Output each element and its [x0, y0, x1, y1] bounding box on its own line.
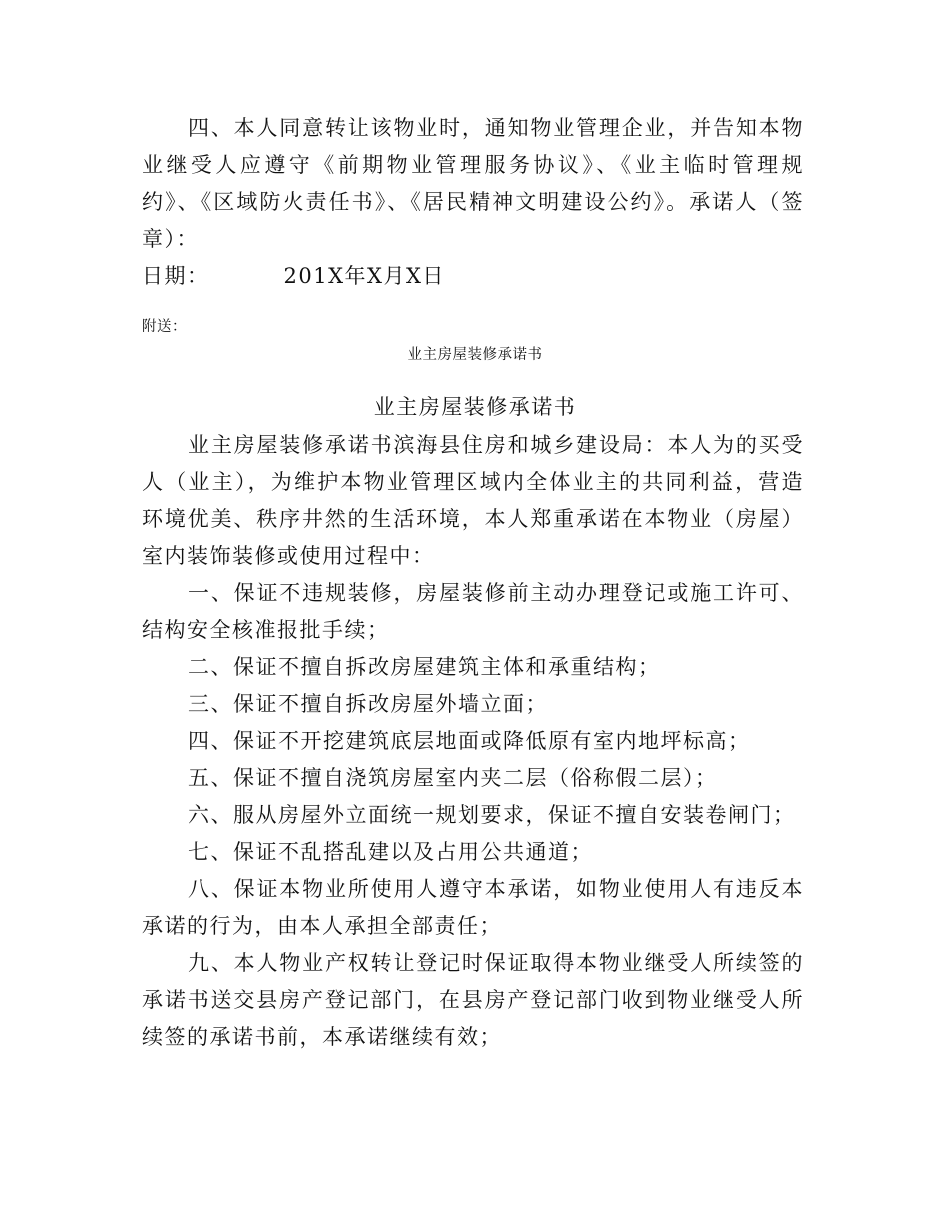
- commitment-item: 二、保证不擅自拆改房屋建筑主体和承重结构；: [188, 655, 661, 679]
- commitment-item: 八、保证本物业所使用人遵守本承诺，如物业使用人有违反本承诺的行为，由本人承担全部责任；: [142, 877, 804, 938]
- date-label: 日期：: [142, 264, 210, 288]
- document-intro: 业主房屋装修承诺书滨海县住房和城乡建设局：本人为的买受人（业主），为维护本物业管理区域内全体业主的共同利益，营造环境优美、秩序井然的生活环境，本人郑重承诺在本物业（房屋）室内装饰装修或使用过程中：: [142, 433, 804, 568]
- date-value: 201X年X月X日: [283, 264, 445, 288]
- commitment-item: 七、保证不乱搭乱建以及占用公共通道；: [188, 840, 593, 864]
- attachment-small-title: 业主房屋装修承诺书: [407, 347, 543, 363]
- document-title: 业主房屋装修承诺书: [373, 395, 577, 419]
- commitment-item: 五、保证不擅自浇筑房屋室内夹二层（俗称假二层）；: [188, 766, 718, 790]
- commitment-item-four: 四、本人同意转让该物业时，通知物业管理企业，并告知本物业继受人应遵守《前期物业管理服务协议》、《业主临时管理规约》、《区域防火责任书》、《居民精神文明建设公约》。承诺人（签章）：: [142, 116, 804, 251]
- commitment-item: 一、保证不违规装修，房屋装修前主动办理登记或施工许可、结构安全核准报批手续；: [142, 581, 804, 642]
- previous-commitment-section: [142, 110, 804, 295]
- commitment-item: 六、服从房屋外立面统一规划要求，保证不擅自安装卷闸门；: [188, 803, 796, 827]
- commitment-item: 九、本人物业产权转让登记时保证取得本物业继受人所续签的承诺书送交县房产登记部门，在县房产登记部门收到物业继受人所续签的承诺书前，本承诺继续有效；: [142, 951, 804, 1049]
- date-line: [142, 258, 804, 295]
- document-body: [142, 427, 804, 1056]
- commitment-item: 三、保证不擅自拆改房屋外墙立面；: [188, 692, 548, 716]
- attachment-label: 附送：: [142, 319, 187, 335]
- commitment-item: 四、保证不开挖建筑底层地面或降低原有室内地坪标高；: [188, 729, 751, 753]
